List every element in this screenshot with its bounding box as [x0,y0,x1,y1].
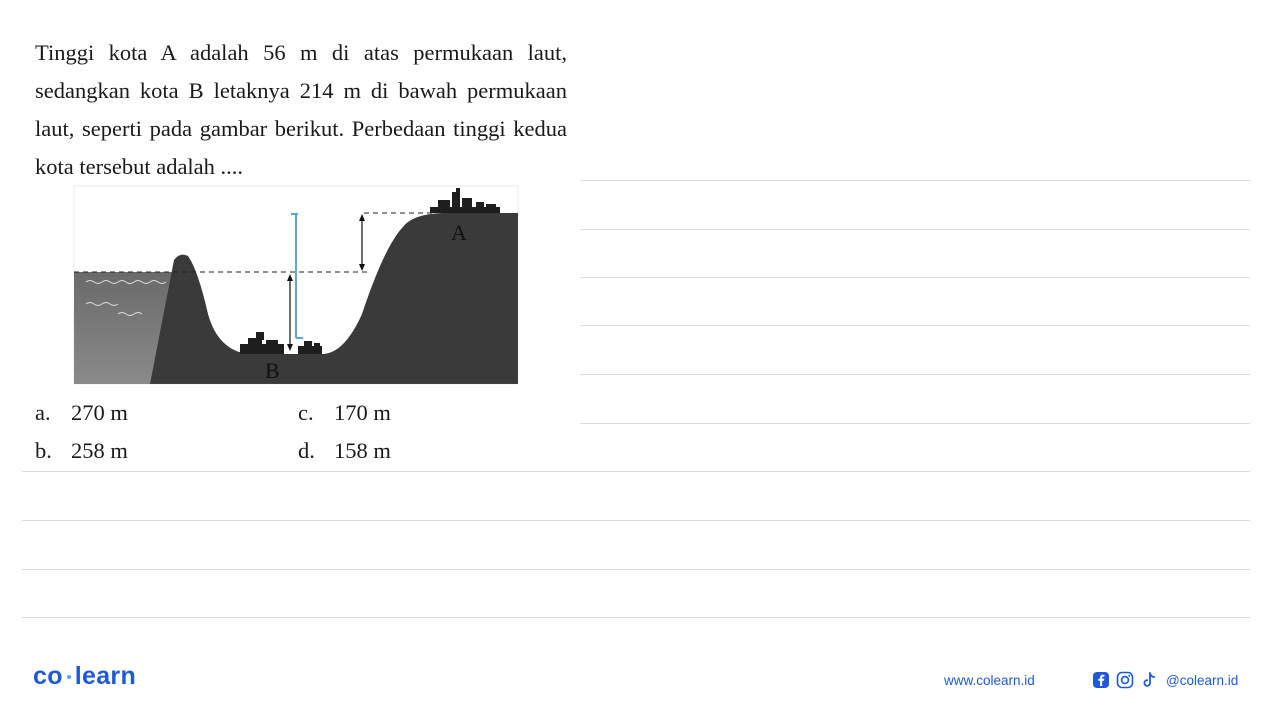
city-b-label: B [265,358,280,383]
city-b-buildings [240,332,322,354]
total-difference-bracket [291,214,303,338]
option-a[interactable] [35,399,128,427]
depth-b-arrow [287,274,293,351]
social-links [1092,669,1238,691]
option-b[interactable] [35,437,128,465]
ruled-line [22,520,1250,521]
option-value: 270 m [71,400,128,425]
city-a-label: A [451,220,467,245]
ruled-line [22,471,1250,472]
option-letter: c. [298,400,314,425]
option-letter: d. [298,438,315,463]
option-letter: a. [35,400,51,425]
option-value: 258 m [71,438,128,463]
option-letter: b. [35,438,52,463]
option-d[interactable] [298,437,391,465]
ruled-line [22,569,1250,570]
ruled-line [580,423,1250,424]
ruled-line [580,180,1250,181]
brand-left: co [33,662,63,690]
terrain-illustration [72,184,522,386]
option-value: 158 m [334,438,391,463]
brand-right: learn [74,662,137,690]
height-a-arrow [359,214,365,271]
instagram-icon[interactable] [1116,671,1134,689]
question-text: Tinggi kota A adalah 56 m di atas permukaan laut, sedangkan kota B letaknya 214 m di bawah permukaan laut, seperti pada gambar berikut. Perbedaan tinggi kedua kota tersebut adalah .... [35,40,567,179]
ruled-line [580,374,1250,375]
sea-level-figure [72,184,522,386]
ruled-line [580,325,1250,326]
ruled-line [22,617,1250,618]
tiktok-icon[interactable] [1140,671,1158,689]
option-value: 170 m [334,400,391,425]
facebook-icon[interactable] [1092,671,1110,689]
ruled-line [580,229,1250,230]
ruled-line [580,277,1250,278]
city-a-buildings [430,188,500,213]
social-handle[interactable]: @colearn.id [1166,672,1239,688]
colearn-logo [33,662,136,691]
website-link[interactable]: www.colearn.id [944,673,1035,688]
option-c[interactable] [298,399,391,427]
brand-dot [67,675,71,679]
